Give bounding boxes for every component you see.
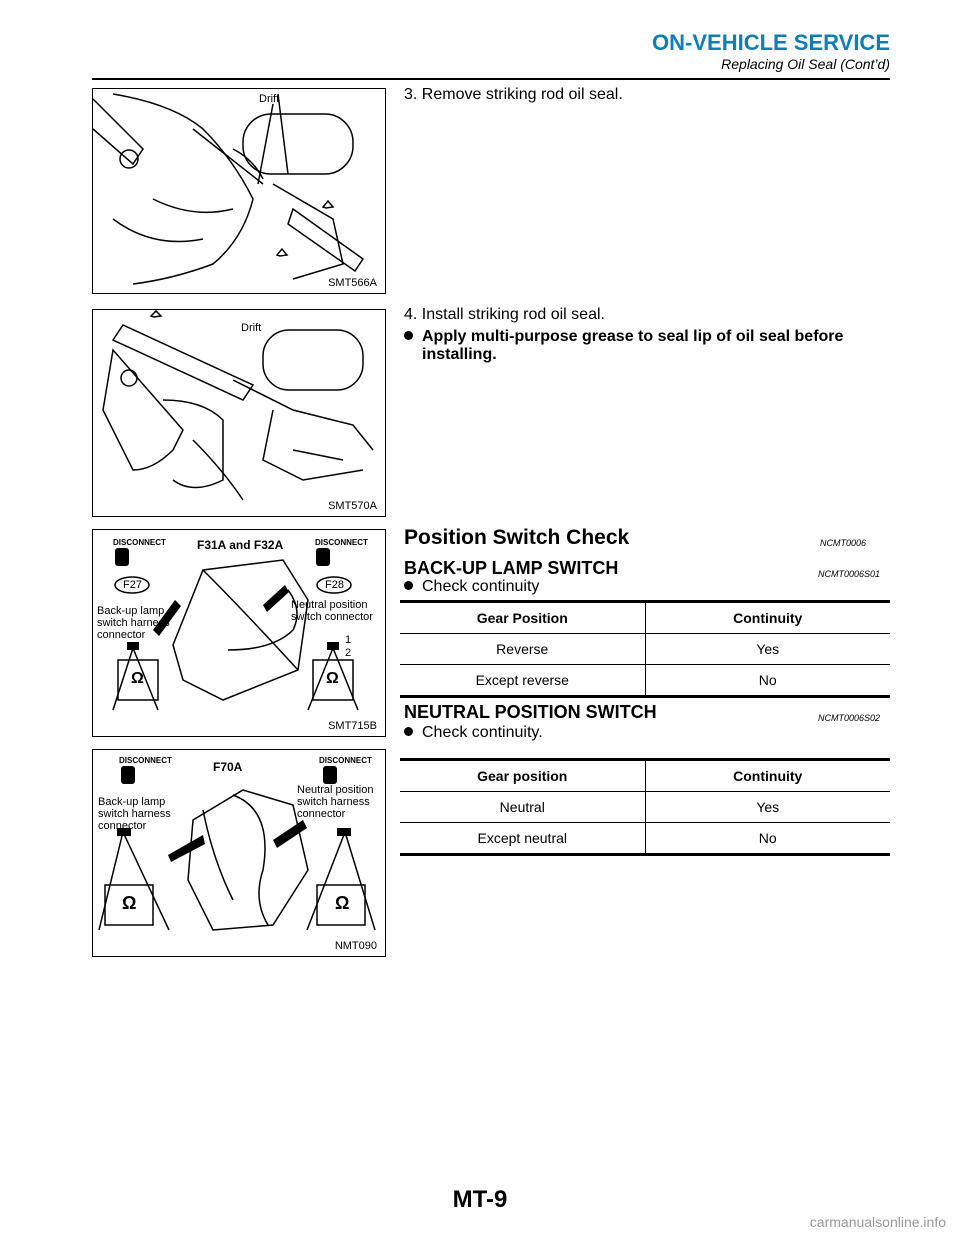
table-header-row <box>400 760 890 792</box>
figure-f31a-f32a-switches <box>92 529 386 737</box>
watermark: carmanualsonline.info <box>809 1214 946 1230</box>
illustration-switch-check-f70a <box>93 750 385 956</box>
illustration-remove-seal <box>93 89 385 293</box>
bullet-text: Check continuity. <box>422 724 543 741</box>
disconnect-label: DISCONNECT <box>315 538 368 547</box>
figure-code: SMT715B <box>328 720 377 732</box>
figure-f70a-switches <box>92 749 386 957</box>
figure-code: SMT570A <box>328 500 377 512</box>
table-cell: Except reverse <box>400 665 645 697</box>
drift-label: Drift <box>241 322 262 334</box>
subsection-code: NCMT0006S02 <box>818 713 881 723</box>
backup-lamp-switch-heading: BACK-UP LAMP SWITCH <box>404 558 619 578</box>
figure-remove-oil-seal <box>92 88 386 294</box>
connector-f27: F27 <box>123 579 142 591</box>
table-header-row <box>400 602 890 634</box>
backup-lamp-continuity-table <box>400 600 890 698</box>
section-subtitle: Replacing Oil Seal (Cont’d) <box>721 56 890 72</box>
ohmmeter-icon: Ω <box>122 893 137 913</box>
table-header: Continuity <box>645 760 890 792</box>
section-title: ON-VEHICLE SERVICE <box>652 30 890 55</box>
bullet-icon <box>404 727 413 736</box>
table-cell: Yes <box>645 792 890 823</box>
drift-label: Drift <box>259 93 280 105</box>
neutral-position-switch-heading: NEUTRAL POSITION SWITCH <box>404 702 657 722</box>
subsection-code: NCMT0006S01 <box>818 569 881 579</box>
ohmmeter-icon: Ω <box>131 670 144 687</box>
table-header: Continuity <box>645 602 890 634</box>
pin-2-label: 2 <box>345 647 352 659</box>
figure-title: F70A <box>213 760 243 774</box>
header-rule <box>92 78 890 80</box>
section-code: NCMT0006 <box>820 538 867 548</box>
illustration-install-seal <box>93 310 385 516</box>
bullet-icon <box>404 581 413 590</box>
table-cell: No <box>645 665 890 697</box>
table-cell: Reverse <box>400 634 645 665</box>
table-header: Gear position <box>400 760 645 792</box>
backup-lamp-connector-label: Back-up lamp switch harness connector <box>98 796 171 832</box>
disconnect-label: DISCONNECT <box>119 756 172 765</box>
table-cell: Except neutral <box>400 823 645 855</box>
table-cell: Yes <box>645 634 890 665</box>
table-cell: No <box>645 823 890 855</box>
ohmmeter-icon: Ω <box>326 670 339 687</box>
step-4-bullet <box>404 328 890 364</box>
neutral-check-bullet <box>404 724 890 742</box>
table-header: Gear Position <box>400 602 645 634</box>
table-row <box>400 665 890 697</box>
step-3-text: 3. Remove striking rod oil seal. <box>404 86 623 103</box>
figure-title: F31A and F32A <box>197 538 284 552</box>
figure-code: NMT090 <box>334 940 377 952</box>
backup-check-bullet <box>404 578 890 596</box>
step-4-text: 4. Install striking rod oil seal. <box>404 306 605 323</box>
bullet-icon <box>404 331 413 340</box>
neutral-switch-connector-label: Neutral position switch harness connector <box>297 784 374 820</box>
neutral-switch-continuity-table <box>400 758 890 856</box>
table-cell: Neutral <box>400 792 645 823</box>
table-row <box>400 823 890 855</box>
connector-f28: F28 <box>325 579 344 591</box>
table-row <box>400 792 890 823</box>
disconnect-label: DISCONNECT <box>319 756 372 765</box>
bullet-text: Apply multi-purpose grease to seal lip of oil seal before installing. <box>422 328 844 363</box>
figure-code: SMT566A <box>328 277 377 289</box>
backup-lamp-connector-label: Back-up lamp switch harness connector <box>97 605 170 641</box>
figure-install-oil-seal <box>92 309 386 517</box>
ohmmeter-icon: Ω <box>335 893 350 913</box>
table-row <box>400 634 890 665</box>
position-switch-heading: Position Switch Check <box>404 526 630 549</box>
disconnect-label: DISCONNECT <box>113 538 166 547</box>
neutral-switch-connector-label: Neutral position switch connector <box>291 599 373 623</box>
pin-1-label: 1 <box>345 634 352 646</box>
bullet-text: Check continuity <box>422 578 540 595</box>
page-number: MT-9 <box>452 1186 508 1213</box>
